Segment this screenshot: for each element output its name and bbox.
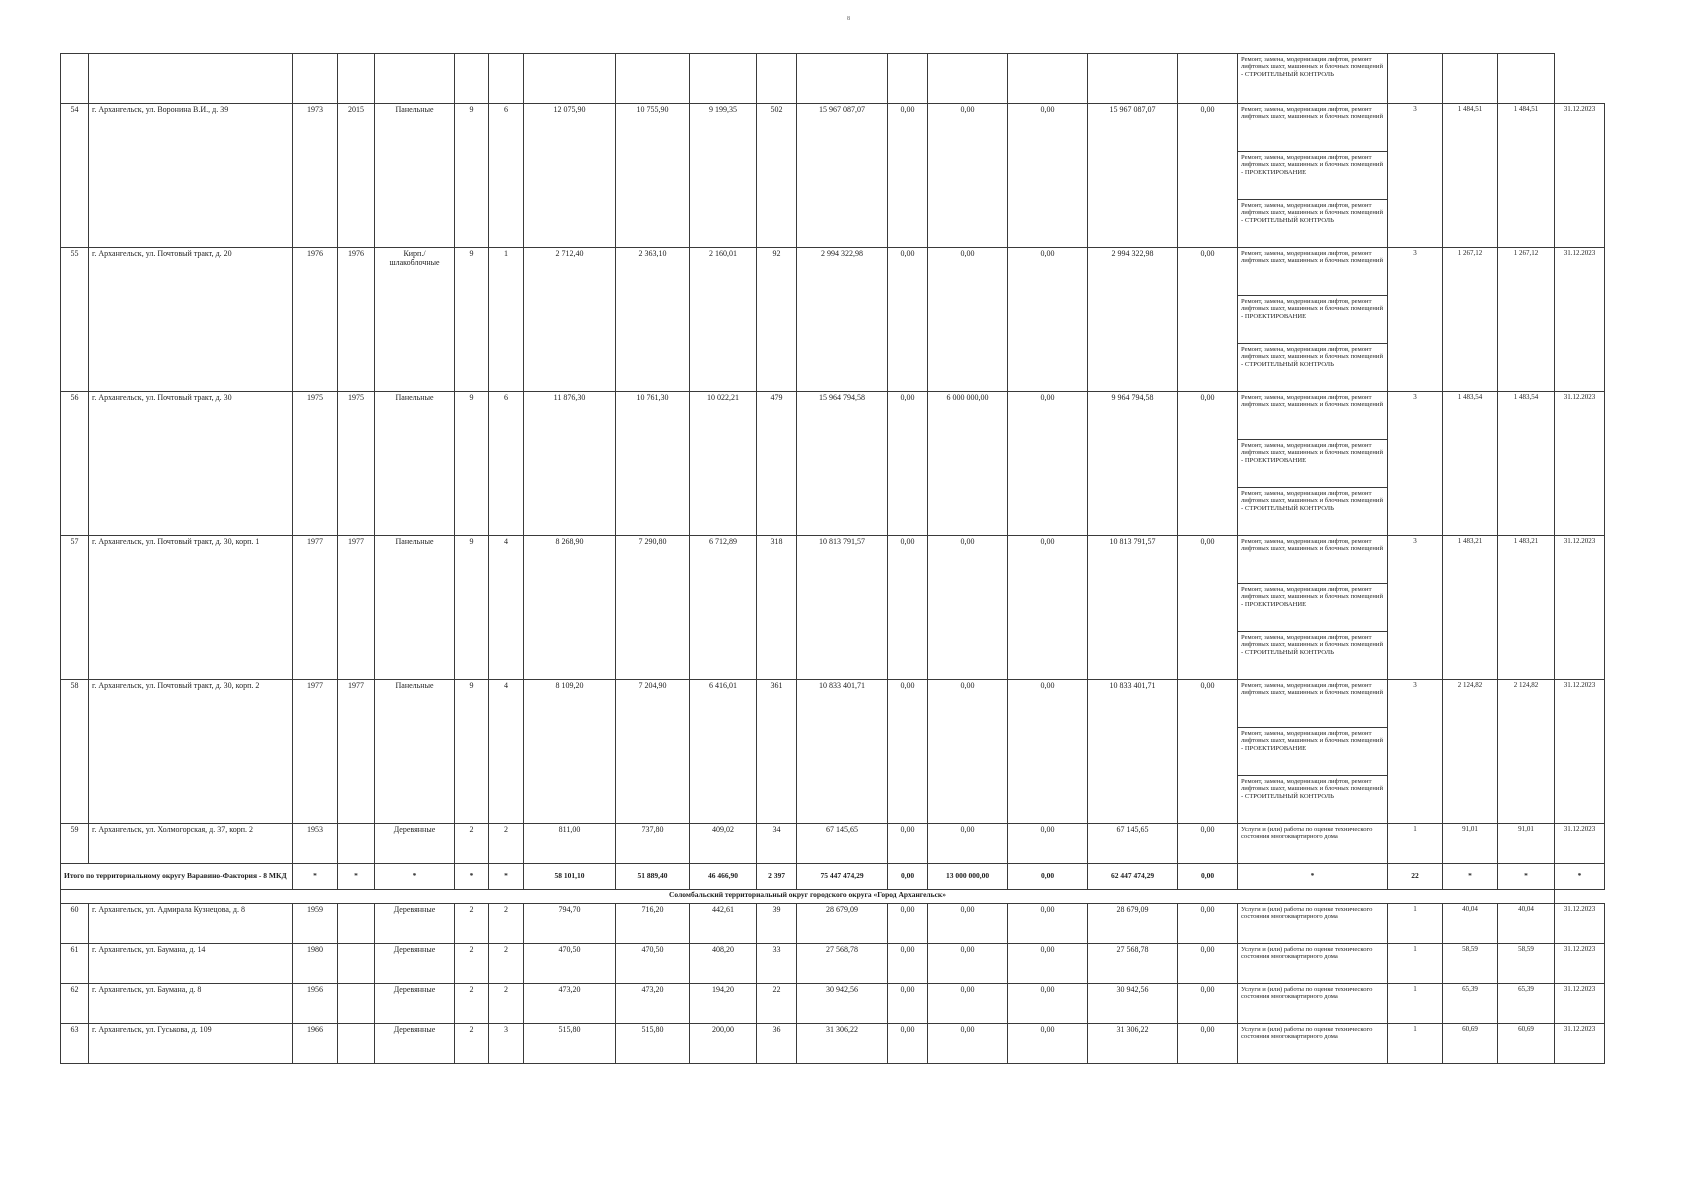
regional-budget-cell: 6 000 000,00 [928, 392, 1008, 536]
address-cell: г. Архангельск, ул. Почтовый тракт, д. 30, корп. 2 [89, 680, 293, 824]
local-budget-cell: 0,00 [1008, 680, 1088, 824]
floors-cell: 2 [455, 904, 489, 944]
living-area-cell: 6 712,89 [690, 536, 757, 680]
building-row [61, 536, 1605, 584]
federal-fund-cell: 0,00 [888, 680, 928, 824]
year-renovation-cell: 1976 [338, 248, 375, 392]
owners-fund-cell: 31 306,22 [1088, 1024, 1178, 1064]
other-sources-cell: 0,00 [1178, 536, 1238, 680]
deadline-cell: 31.12.2023 [1555, 104, 1605, 248]
floors-cell: 9 [455, 248, 489, 392]
premises-area-cell: 10 761,30 [616, 392, 690, 536]
building-row [61, 824, 1605, 864]
address-cell: г. Архангельск, ул. Холмогорская, д. 37, корп. 2 [89, 824, 293, 864]
district-total-row [61, 864, 1605, 890]
residents-cell: 479 [757, 392, 797, 536]
wall-material-cell: Панельные [375, 104, 455, 248]
total-area-living-cell: 46 466,90 [690, 864, 757, 890]
total-fund-other-cell: 0,00 [1178, 864, 1238, 890]
units-count-cell: 3 [1388, 248, 1443, 392]
max-cost-cell: 91,01 [1498, 824, 1555, 864]
living-area-cell: 6 416,01 [690, 680, 757, 824]
total-star-cell: * [1555, 864, 1605, 890]
deadline-cell: 31.12.2023 [1555, 904, 1605, 944]
local-budget-cell: 0,00 [1008, 104, 1088, 248]
units-count-cell: 1 [1388, 944, 1443, 984]
owners-fund-cell: 28 679,09 [1088, 904, 1178, 944]
other-sources-cell: 0,00 [1178, 248, 1238, 392]
floors-cell: 2 [455, 984, 489, 1024]
local-budget-cell: 0,00 [1008, 1024, 1088, 1064]
wall-material-cell: Деревянные [375, 824, 455, 864]
year-renovation-cell: 1977 [338, 680, 375, 824]
units-count-cell: 1 [1388, 904, 1443, 944]
total-cost-total-cell: 75 447 474,29 [797, 864, 888, 890]
row-number-cell: 61 [61, 944, 89, 984]
total-residents-cell: 2 397 [757, 864, 797, 890]
year-built-cell: 1975 [293, 392, 338, 536]
work-type-cell: Ремонт, замена, модернизация лифтов, ремонт лифтовых шахт, машинных и блочных помещений - ПРОЕКТИРОВАНИЕ [1238, 584, 1388, 632]
total-area-cell: 470,50 [524, 944, 616, 984]
units-count-cell: 1 [1388, 984, 1443, 1024]
work-type-cell: Услуги и (или) работы по оценке технического состояния многоквартирного дома [1238, 1024, 1388, 1064]
deadline-cell: 31.12.2023 [1555, 824, 1605, 864]
total-fund-region-cell: 13 000 000,00 [928, 864, 1008, 890]
entrances-cell: 1 [489, 248, 524, 392]
deadline-cell: 31.12.2023 [1555, 392, 1605, 536]
owners-fund-cell: 10 833 401,71 [1088, 680, 1178, 824]
living-area-cell: 9 199,35 [690, 104, 757, 248]
total-star-cell: * [1498, 864, 1555, 890]
total-label: Итого по территориальному округу Варавино-Фактория - 8 МКД [61, 864, 293, 890]
work-type-cell: Ремонт, замена, модернизация лифтов, ремонт лифтовых шахт, машинных и блочных помещений - ПРОЕКТИРОВАНИЕ [1238, 728, 1388, 776]
entrances-cell: 6 [489, 392, 524, 536]
page-number: 8 [847, 16, 850, 22]
cost-total-cell: 30 942,56 [797, 984, 888, 1024]
federal-fund-cell: 0,00 [888, 1024, 928, 1064]
living-area-cell: 10 022,21 [690, 392, 757, 536]
federal-fund-cell: 0,00 [888, 984, 928, 1024]
entrances-cell: 4 [489, 536, 524, 680]
regional-budget-cell: 0,00 [928, 248, 1008, 392]
year-built-cell: 1977 [293, 536, 338, 680]
unit-cost-cell: 40,04 [1443, 904, 1498, 944]
total-area-cell: 794,70 [524, 904, 616, 944]
work-type-cell: Ремонт, замена, модернизация лифтов, ремонт лифтовых шахт, машинных и блочных помещений - ПРОЕКТИРОВАНИЕ [1238, 296, 1388, 344]
other-sources-cell: 0,00 [1178, 680, 1238, 824]
total-fund-owners-cell: 62 447 474,29 [1088, 864, 1178, 890]
year-renovation-cell [338, 984, 375, 1024]
total-star-cell: * [1238, 864, 1388, 890]
other-sources-cell: 0,00 [1178, 104, 1238, 248]
max-cost-cell: 1 267,12 [1498, 248, 1555, 392]
cost-total-cell: 28 679,09 [797, 904, 888, 944]
max-cost-cell: 60,69 [1498, 1024, 1555, 1064]
wall-material-cell: Панельные [375, 536, 455, 680]
other-sources-cell: 0,00 [1178, 904, 1238, 944]
premises-area-cell: 470,50 [616, 944, 690, 984]
federal-fund-cell: 0,00 [888, 248, 928, 392]
premises-area-cell: 515,80 [616, 1024, 690, 1064]
total-star-cell: * [1443, 864, 1498, 890]
federal-fund-cell: 0,00 [888, 824, 928, 864]
floors-cell: 9 [455, 680, 489, 824]
units-count-cell: 3 [1388, 392, 1443, 536]
units-count-cell: 3 [1388, 536, 1443, 680]
owners-fund-cell: 15 967 087,07 [1088, 104, 1178, 248]
row-number-cell: 60 [61, 904, 89, 944]
year-renovation-cell: 1977 [338, 536, 375, 680]
year-built-cell: 1956 [293, 984, 338, 1024]
work-type-cell: Услуги и (или) работы по оценке технического состояния многоквартирного дома [1238, 824, 1388, 864]
year-built-cell: 1977 [293, 680, 338, 824]
work-type-cell: Ремонт, замена, модернизация лифтов, ремонт лифтовых шахт, машинных и блочных помещений [1238, 392, 1388, 440]
deadline-cell: 31.12.2023 [1555, 536, 1605, 680]
local-budget-cell: 0,00 [1008, 904, 1088, 944]
other-sources-cell: 0,00 [1178, 392, 1238, 536]
federal-fund-cell: 0,00 [888, 536, 928, 680]
address-cell: г. Архангельск, ул. Воронина В.И., д. 39 [89, 104, 293, 248]
entrances-cell: 2 [489, 984, 524, 1024]
floors-cell: 2 [455, 824, 489, 864]
max-cost-cell: 1 483,21 [1498, 536, 1555, 680]
year-renovation-cell [338, 904, 375, 944]
address-cell: г. Архангельск, ул. Гуськова, д. 109 [89, 1024, 293, 1064]
deadline-cell: 31.12.2023 [1555, 944, 1605, 984]
max-cost-cell: 40,04 [1498, 904, 1555, 944]
cost-total-cell: 2 994 322,98 [797, 248, 888, 392]
regional-budget-cell: 0,00 [928, 904, 1008, 944]
cost-total-cell: 10 813 791,57 [797, 536, 888, 680]
cost-total-cell: 31 306,22 [797, 1024, 888, 1064]
units-count-cell: 1 [1388, 1024, 1443, 1064]
premises-area-cell: 7 290,80 [616, 536, 690, 680]
address-cell: г. Архангельск, ул. Баумана, д. 8 [89, 984, 293, 1024]
address-cell: г. Архангельск, ул. Почтовый тракт, д. 30 [89, 392, 293, 536]
wall-material-cell: Кирп./ шлакоблочные [375, 248, 455, 392]
district-title: Соломбальский территориальный округ городского округа «Город Архангельск» [61, 890, 1555, 904]
district-header-row [61, 890, 1605, 904]
building-row [61, 680, 1605, 728]
owners-fund-cell: 10 813 791,57 [1088, 536, 1178, 680]
total-area-cell: 12 075,90 [524, 104, 616, 248]
local-budget-cell: 0,00 [1008, 392, 1088, 536]
cost-total-cell: 67 145,65 [797, 824, 888, 864]
federal-fund-cell: 0,00 [888, 944, 928, 984]
owners-fund-cell: 9 964 794,58 [1088, 392, 1178, 536]
premises-area-cell: 473,20 [616, 984, 690, 1024]
deadline-cell: 31.12.2023 [1555, 248, 1605, 392]
work-type-cell: Ремонт, замена, модернизация лифтов, ремонт лифтовых шахт, машинных и блочных помещений - ПРОЕКТИРОВАНИЕ [1238, 440, 1388, 488]
work-type-cell: Ремонт, замена, модернизация лифтов, ремонт лифтовых шахт, машинных и блочных помещений - СТРОИТЕЛЬНЫЙ КОНТРОЛЬ [1238, 54, 1388, 104]
building-row [61, 904, 1605, 944]
regional-budget-cell: 0,00 [928, 944, 1008, 984]
address-cell: г. Архангельск, ул. Почтовый тракт, д. 20 [89, 248, 293, 392]
premises-area-cell: 737,80 [616, 824, 690, 864]
year-built-cell: 1973 [293, 104, 338, 248]
work-type-cell: Ремонт, замена, модернизация лифтов, ремонт лифтовых шахт, машинных и блочных помещений - СТРОИТЕЛЬНЫЙ КОНТРОЛЬ [1238, 488, 1388, 536]
address-cell: г. Архангельск, ул. Адмирала Кузнецова, д. 8 [89, 904, 293, 944]
row-number-cell: 57 [61, 536, 89, 680]
unit-cost-cell: 1 484,51 [1443, 104, 1498, 248]
premises-area-cell: 10 755,90 [616, 104, 690, 248]
work-type-cell: Ремонт, замена, модернизация лифтов, ремонт лифтовых шахт, машинных и блочных помещений - СТРОИТЕЛЬНЫЙ КОНТРОЛЬ [1238, 200, 1388, 248]
work-type-cell: Ремонт, замена, модернизация лифтов, ремонт лифтовых шахт, машинных и блочных помещений - ПРОЕКТИРОВАНИЕ [1238, 152, 1388, 200]
regional-budget-cell: 0,00 [928, 1024, 1008, 1064]
local-budget-cell: 0,00 [1008, 536, 1088, 680]
year-renovation-cell: 2015 [338, 104, 375, 248]
cost-total-cell: 10 833 401,71 [797, 680, 888, 824]
max-cost-cell: 1 483,54 [1498, 392, 1555, 536]
unit-cost-cell: 1 267,12 [1443, 248, 1498, 392]
total-star-cell: * [489, 864, 524, 890]
building-row [61, 944, 1605, 984]
living-area-cell: 194,20 [690, 984, 757, 1024]
federal-fund-cell: 0,00 [888, 104, 928, 248]
residents-cell: 39 [757, 904, 797, 944]
entrances-cell: 2 [489, 904, 524, 944]
residents-cell: 36 [757, 1024, 797, 1064]
total-area-cell: 11 876,30 [524, 392, 616, 536]
building-row [61, 392, 1605, 440]
work-type-cell: Ремонт, замена, модернизация лифтов, ремонт лифтовых шахт, машинных и блочных помещений - СТРОИТЕЛЬНЫЙ КОНТРОЛЬ [1238, 344, 1388, 392]
federal-fund-cell: 0,00 [888, 392, 928, 536]
regional-budget-cell: 0,00 [928, 680, 1008, 824]
building-row [61, 1024, 1605, 1064]
entrances-cell: 2 [489, 944, 524, 984]
year-built-cell: 1953 [293, 824, 338, 864]
total-star-cell: * [455, 864, 489, 890]
entrances-cell: 2 [489, 824, 524, 864]
building-row [61, 248, 1605, 296]
residents-cell: 318 [757, 536, 797, 680]
work-type-cell: Ремонт, замена, модернизация лифтов, ремонт лифтовых шахт, машинных и блочных помещений - СТРОИТЕЛЬНЫЙ КОНТРОЛЬ [1238, 632, 1388, 680]
regional-budget-cell: 0,00 [928, 104, 1008, 248]
total-area-cell: 8 268,90 [524, 536, 616, 680]
total-fund-fed-cell: 0,00 [888, 864, 928, 890]
entrances-cell: 6 [489, 104, 524, 248]
regional-budget-cell: 0,00 [928, 824, 1008, 864]
row-number-cell: 63 [61, 1024, 89, 1064]
unit-cost-cell: 58,59 [1443, 944, 1498, 984]
other-sources-cell: 0,00 [1178, 1024, 1238, 1064]
entrances-cell: 4 [489, 680, 524, 824]
unit-cost-cell: 91,01 [1443, 824, 1498, 864]
total-area-cell: 473,20 [524, 984, 616, 1024]
living-area-cell: 408,20 [690, 944, 757, 984]
units-count-cell: 3 [1388, 680, 1443, 824]
total-area-cell: 811,00 [524, 824, 616, 864]
wall-material-cell: Деревянные [375, 984, 455, 1024]
work-type-cell: Услуги и (или) работы по оценке технического состояния многоквартирного дома [1238, 904, 1388, 944]
total-area-cell: 515,80 [524, 1024, 616, 1064]
year-built-cell: 1959 [293, 904, 338, 944]
total-units-cell: 22 [1388, 864, 1443, 890]
wall-material-cell: Деревянные [375, 1024, 455, 1064]
premises-area-cell: 716,20 [616, 904, 690, 944]
unit-cost-cell: 1 483,54 [1443, 392, 1498, 536]
local-budget-cell: 0,00 [1008, 944, 1088, 984]
work-type-cell: Ремонт, замена, модернизация лифтов, ремонт лифтовых шахт, машинных и блочных помещений [1238, 536, 1388, 584]
deadline-cell: 31.12.2023 [1555, 680, 1605, 824]
work-type-cell: Ремонт, замена, модернизация лифтов, ремонт лифтовых шахт, машинных и блочных помещений [1238, 104, 1388, 152]
capital-repair-register-table [60, 53, 1605, 1064]
work-type-cell: Ремонт, замена, модернизация лифтов, ремонт лифтовых шахт, машинных и блочных помещений [1238, 248, 1388, 296]
row-number-cell: 59 [61, 824, 89, 864]
work-type-cell: Ремонт, замена, модернизация лифтов, ремонт лифтовых шахт, машинных и блочных помещений [1238, 680, 1388, 728]
entrances-cell: 3 [489, 1024, 524, 1064]
deadline-cell: 31.12.2023 [1555, 1024, 1605, 1064]
living-area-cell: 409,02 [690, 824, 757, 864]
premises-area-cell: 7 204,90 [616, 680, 690, 824]
floors-cell: 9 [455, 536, 489, 680]
building-row [61, 104, 1605, 152]
year-built-cell: 1980 [293, 944, 338, 984]
living-area-cell: 2 160,01 [690, 248, 757, 392]
units-count-cell: 1 [1388, 824, 1443, 864]
unit-cost-cell: 65,39 [1443, 984, 1498, 1024]
local-budget-cell: 0,00 [1008, 248, 1088, 392]
total-star-cell: * [375, 864, 455, 890]
work-type-cell: Услуги и (или) работы по оценке технического состояния многоквартирного дома [1238, 944, 1388, 984]
address-cell: г. Архангельск, ул. Почтовый тракт, д. 30, корп. 1 [89, 536, 293, 680]
year-renovation-cell [338, 944, 375, 984]
owners-fund-cell: 2 994 322,98 [1088, 248, 1178, 392]
total-star-cell: * [293, 864, 338, 890]
local-budget-cell: 0,00 [1008, 824, 1088, 864]
residents-cell: 33 [757, 944, 797, 984]
residents-cell: 22 [757, 984, 797, 1024]
floors-cell: 9 [455, 392, 489, 536]
max-cost-cell: 58,59 [1498, 944, 1555, 984]
address-cell: г. Архангельск, ул. Баумана, д. 14 [89, 944, 293, 984]
wall-material-cell: Деревянные [375, 944, 455, 984]
continued-row [61, 54, 1605, 104]
max-cost-cell: 65,39 [1498, 984, 1555, 1024]
residents-cell: 92 [757, 248, 797, 392]
row-number-cell: 56 [61, 392, 89, 536]
local-budget-cell: 0,00 [1008, 984, 1088, 1024]
work-type-cell: Услуги и (или) работы по оценке технического состояния многоквартирного дома [1238, 984, 1388, 1024]
wall-material-cell: Панельные [375, 392, 455, 536]
federal-fund-cell: 0,00 [888, 904, 928, 944]
cost-total-cell: 15 967 087,07 [797, 104, 888, 248]
units-count-cell: 3 [1388, 104, 1443, 248]
owners-fund-cell: 30 942,56 [1088, 984, 1178, 1024]
total-fund-local-cell: 0,00 [1008, 864, 1088, 890]
other-sources-cell: 0,00 [1178, 984, 1238, 1024]
floors-cell: 2 [455, 944, 489, 984]
residents-cell: 361 [757, 680, 797, 824]
residents-cell: 34 [757, 824, 797, 864]
total-star-cell: * [338, 864, 375, 890]
max-cost-cell: 1 484,51 [1498, 104, 1555, 248]
owners-fund-cell: 67 145,65 [1088, 824, 1178, 864]
building-row [61, 984, 1605, 1024]
year-built-cell: 1976 [293, 248, 338, 392]
year-renovation-cell [338, 824, 375, 864]
owners-fund-cell: 27 568,78 [1088, 944, 1178, 984]
regional-budget-cell: 0,00 [928, 536, 1008, 680]
cost-total-cell: 15 964 794,58 [797, 392, 888, 536]
row-number-cell: 62 [61, 984, 89, 1024]
wall-material-cell: Панельные [375, 680, 455, 824]
unit-cost-cell: 1 483,21 [1443, 536, 1498, 680]
total-area-premises-cell: 51 889,40 [616, 864, 690, 890]
deadline-cell: 31.12.2023 [1555, 984, 1605, 1024]
wall-material-cell: Деревянные [375, 904, 455, 944]
floors-cell: 9 [455, 104, 489, 248]
living-area-cell: 442,61 [690, 904, 757, 944]
year-built-cell: 1966 [293, 1024, 338, 1064]
cost-total-cell: 27 568,78 [797, 944, 888, 984]
total-area-total-cell: 58 101,10 [524, 864, 616, 890]
year-renovation-cell [338, 1024, 375, 1064]
max-cost-cell: 2 124,82 [1498, 680, 1555, 824]
living-area-cell: 200,00 [690, 1024, 757, 1064]
work-type-cell: Ремонт, замена, модернизация лифтов, ремонт лифтовых шахт, машинных и блочных помещений - СТРОИТЕЛЬНЫЙ КОНТРОЛЬ [1238, 776, 1388, 824]
other-sources-cell: 0,00 [1178, 944, 1238, 984]
unit-cost-cell: 60,69 [1443, 1024, 1498, 1064]
regional-budget-cell: 0,00 [928, 984, 1008, 1024]
other-sources-cell: 0,00 [1178, 824, 1238, 864]
floors-cell: 2 [455, 1024, 489, 1064]
unit-cost-cell: 2 124,82 [1443, 680, 1498, 824]
year-renovation-cell: 1975 [338, 392, 375, 536]
row-number-cell: 55 [61, 248, 89, 392]
total-area-cell: 8 109,20 [524, 680, 616, 824]
row-number-cell: 58 [61, 680, 89, 824]
row-number-cell: 54 [61, 104, 89, 248]
residents-cell: 502 [757, 104, 797, 248]
premises-area-cell: 2 363,10 [616, 248, 690, 392]
total-area-cell: 2 712,40 [524, 248, 616, 392]
